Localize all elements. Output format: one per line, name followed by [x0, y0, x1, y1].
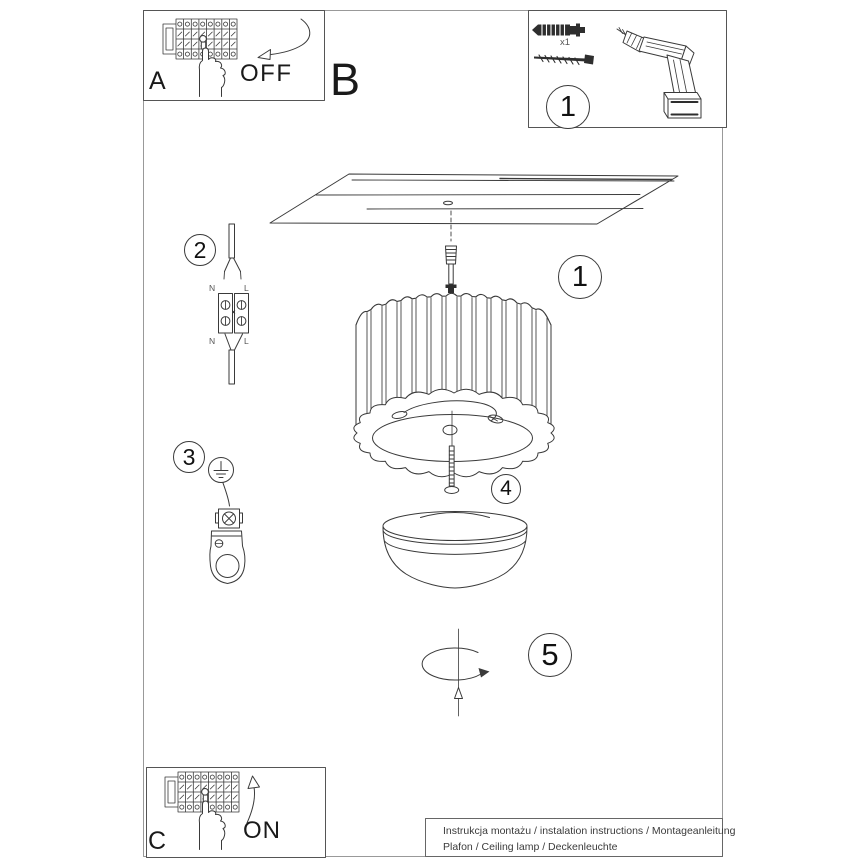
fixing-screw — [449, 446, 454, 486]
expansion-anchor-icon — [446, 246, 457, 293]
rotate-icon — [422, 629, 489, 716]
ground-diagram — [209, 458, 245, 584]
panel-b-label: B — [330, 54, 361, 105]
footer-product-line: Plafon / Ceiling lamp / Deckenleuchte — [443, 841, 618, 853]
off-label: OFF — [240, 60, 293, 87]
diffuser — [383, 512, 527, 589]
wall-plug-icon — [532, 24, 585, 37]
wire-l-bottom-label: L — [244, 336, 249, 346]
panel-a-label: A — [149, 67, 166, 95]
anchor-qty-label: x1 — [560, 37, 571, 48]
breaker-panels — [163, 19, 239, 850]
step-1-badge: 1 — [558, 255, 602, 299]
on-label: ON — [243, 817, 281, 844]
footer-title-line: Instrukcja montażu / instalation instructions / Montageanleitung — [443, 825, 736, 837]
step-5-badge: 5 — [528, 633, 572, 677]
ceiling-panel — [270, 174, 678, 241]
step-3-badge: 3 — [173, 441, 205, 473]
step-2-badge: 2 — [184, 234, 216, 266]
wire-n-bottom-label: N — [209, 336, 216, 346]
parts-box-step-badge: 1 — [546, 85, 590, 129]
panel-c-label: C — [148, 827, 167, 855]
step-4-badge: 4 — [491, 474, 521, 504]
wire-n-top-label: N — [209, 283, 216, 293]
wire-l-top-label: L — [244, 283, 249, 293]
terminal-block-diagram — [219, 224, 249, 384]
